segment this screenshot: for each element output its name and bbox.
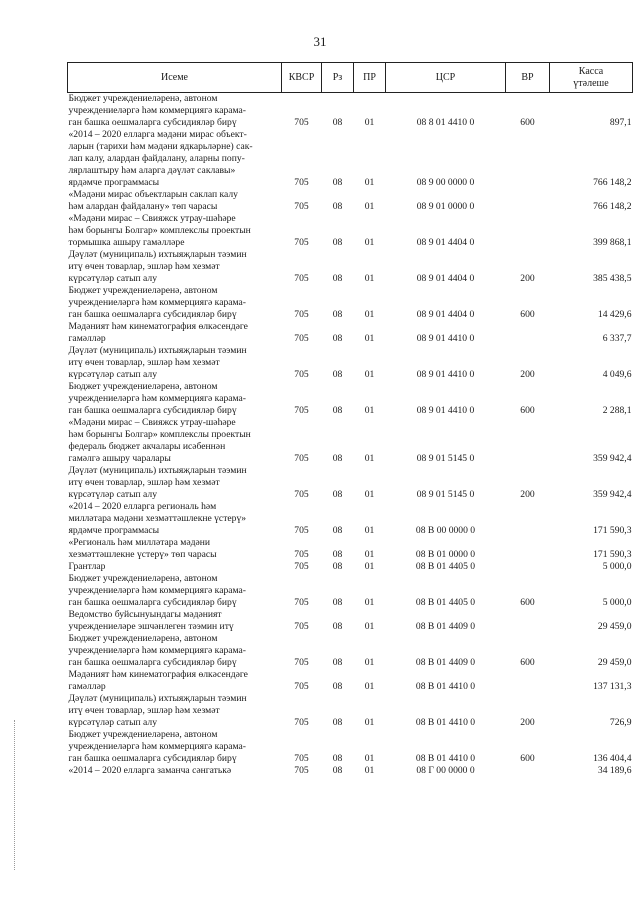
header-rz: Рз <box>322 63 354 93</box>
row-name-line: Бюджет учреждениеләренә, автоном <box>68 93 218 104</box>
row-kvsr: 705 <box>294 405 309 416</box>
table-row <box>68 213 633 249</box>
row-name-line: «2014 – 2020 елларга региональ һәм <box>68 501 217 512</box>
row-kvsr: 705 <box>294 177 309 188</box>
row-name <box>68 129 282 189</box>
row-name <box>68 249 282 285</box>
scan-edge-mark <box>14 720 18 870</box>
row-kvsr: 705 <box>294 453 309 464</box>
row-rz: 08 <box>332 753 343 764</box>
row-csr: 08 В 01 0000 0 <box>415 549 476 560</box>
row-kvsr: 705 <box>294 597 309 608</box>
row-name <box>68 573 282 609</box>
row-pr: 01 <box>364 333 375 344</box>
row-name-line: ган башка оешмаларга субсидияләр бирү <box>68 117 237 128</box>
row-name <box>68 633 282 669</box>
table-row <box>68 537 633 561</box>
row-pr: 01 <box>364 753 375 764</box>
row-name-line: федераль бюджет акчалары исәбеннән <box>68 441 226 452</box>
row-csr: 08 9 01 4404 0 <box>416 309 475 320</box>
row-kvsr: 705 <box>294 201 309 212</box>
row-pr: 01 <box>364 489 375 500</box>
row-name <box>68 189 282 213</box>
table-row <box>68 381 633 417</box>
row-name-line: хезмәттәшлекне үстерү» төп чарасы <box>68 549 217 560</box>
row-amount: 399 868,1 <box>593 237 632 248</box>
table-row <box>68 285 633 321</box>
row-pr: 01 <box>364 405 375 416</box>
row-name-line: Бюджет учреждениеләренә, автоном <box>68 285 218 296</box>
table-row <box>68 189 633 213</box>
row-name <box>68 465 282 501</box>
table-row <box>68 249 633 285</box>
row-amount: 766 148,2 <box>593 177 632 188</box>
row-vr <box>506 537 550 561</box>
row-pr: 01 <box>364 681 375 692</box>
row-name <box>68 501 282 537</box>
row-amount: 2 288,1 <box>602 405 632 416</box>
row-name-line: «Мәдәни мирас – Свияжск утрау-шәһәре <box>68 213 236 224</box>
row-name-line: Мәдәният һәм кинематография өлкәсендәге <box>68 669 248 680</box>
row-name <box>68 321 282 345</box>
row-pr: 01 <box>364 273 375 284</box>
row-amount: 5 000,0 <box>602 597 632 608</box>
row-csr: 08 9 01 4410 0 <box>416 333 475 344</box>
row-rz: 08 <box>332 657 343 668</box>
row-kvsr: 705 <box>294 717 309 728</box>
row-name <box>68 537 282 561</box>
row-vr: 600 <box>520 597 535 608</box>
row-name-line: Дәүләт (муниципаль) ихтыяҗларын тәэмин <box>68 345 247 356</box>
table-row <box>68 417 633 465</box>
row-rz: 08 <box>332 201 343 212</box>
table-row <box>68 573 633 609</box>
header-kassa-line2: үтәлеше <box>573 78 609 89</box>
row-csr: 08 В 00 0000 0 <box>415 525 476 536</box>
row-kvsr: 705 <box>294 561 309 572</box>
row-vr <box>506 213 550 249</box>
row-rz: 08 <box>332 237 343 248</box>
row-rz: 08 <box>332 489 343 500</box>
row-pr: 01 <box>364 201 375 212</box>
row-csr: 08 9 01 4404 0 <box>416 273 475 284</box>
row-pr: 01 <box>364 237 375 248</box>
row-csr: 08 В 01 4409 0 <box>415 621 476 632</box>
row-csr: 08 Г 00 0000 0 <box>416 765 475 776</box>
row-amount: 4 049,6 <box>602 369 632 380</box>
row-rz: 08 <box>332 717 343 728</box>
row-name-line: ярдәмче программасы <box>68 525 160 536</box>
row-name <box>68 765 282 777</box>
row-rz: 08 <box>332 525 343 536</box>
row-kvsr: 705 <box>294 765 309 776</box>
row-name-line: учреждениеләргә һәм коммерциягә карама- <box>68 105 246 116</box>
row-name-line: Дәүләт (муниципаль) ихтыяҗларын тәэмин <box>68 465 247 476</box>
row-rz: 08 <box>332 309 343 320</box>
row-name-line: Дәүләт (муниципаль) ихтыяҗларын тәэмин <box>68 693 247 704</box>
row-vr <box>506 129 550 189</box>
row-pr: 01 <box>364 657 375 668</box>
row-name-line: ган башка оешмаларга субсидияләр бирү <box>68 405 237 416</box>
row-name <box>68 693 282 729</box>
row-name-line: итү өчен товарлар, эшләр һәм хезмәт <box>68 357 220 368</box>
row-rz: 08 <box>332 453 343 464</box>
row-name <box>68 93 282 130</box>
row-name-line: ган башка оешмаларга субсидияләр бирү <box>68 657 237 668</box>
row-name-line: итү өчен товарлар, эшләр һәм хезмәт <box>68 705 220 716</box>
row-amount: 137 131,3 <box>593 681 632 692</box>
row-rz: 08 <box>332 405 343 416</box>
table-body <box>68 93 633 778</box>
table-row <box>68 93 633 130</box>
row-pr: 01 <box>364 549 375 560</box>
table-row <box>68 669 633 693</box>
table-row <box>68 561 633 573</box>
row-name-line: һәм алардан файдалану» төп чарасы <box>68 201 218 212</box>
row-name-line: «Мәдәни мирас объектларын саклап калу <box>68 189 238 200</box>
row-name <box>68 561 282 573</box>
header-kassa <box>550 63 633 93</box>
table-row <box>68 609 633 633</box>
table-row <box>68 345 633 381</box>
row-rz: 08 <box>332 333 343 344</box>
row-name-line: «2014 – 2020 елларга заманча сәнгатькә <box>68 765 232 776</box>
row-kvsr: 705 <box>294 657 309 668</box>
row-pr: 01 <box>364 621 375 632</box>
table-row <box>68 129 633 189</box>
row-vr: 600 <box>520 309 535 320</box>
row-vr: 600 <box>520 753 535 764</box>
row-name-line: ган башка оешмаларга субсидияләр бирү <box>68 753 237 764</box>
row-rz: 08 <box>332 177 343 188</box>
row-name-line: Ведомство буйсынуындагы мәдәният <box>68 609 222 620</box>
header-kassa-line1: Касса <box>578 66 604 77</box>
row-pr: 01 <box>364 453 375 464</box>
row-kvsr: 705 <box>294 117 309 128</box>
header-vr: ВР <box>506 63 550 93</box>
row-csr: 08 В 01 4410 0 <box>415 681 476 692</box>
row-rz: 08 <box>332 681 343 692</box>
row-name-line: гамәлләр <box>68 333 106 344</box>
row-amount: 6 337,7 <box>602 333 632 344</box>
row-name-line: Бюджет учреждениеләренә, автоном <box>68 381 218 392</box>
row-amount: 171 590,3 <box>593 549 632 560</box>
row-name-line: «2014 – 2020 елларга мәдәни мирас объект- <box>68 129 247 140</box>
row-name-line: учреждениеләргә һәм коммерциягә карама- <box>68 393 246 404</box>
table-row <box>68 633 633 669</box>
row-name-line: һәм борынгы Болгар» комплекслы проектын <box>68 429 251 440</box>
row-name-line: ган башка оешмаларга субсидияләр бирү <box>68 309 237 320</box>
row-pr: 01 <box>364 525 375 536</box>
row-rz: 08 <box>332 597 343 608</box>
row-vr: 600 <box>520 117 535 128</box>
row-vr: 200 <box>520 273 535 284</box>
row-name-line: күрсәтүләр сатып алу <box>68 273 157 284</box>
table-row <box>68 465 633 501</box>
row-name <box>68 285 282 321</box>
row-vr <box>506 189 550 213</box>
table-row <box>68 729 633 765</box>
header-pr: ПР <box>354 63 386 93</box>
row-name-line: ярдәмче программасы <box>68 177 160 188</box>
row-rz: 08 <box>332 561 343 572</box>
row-vr: 200 <box>520 717 535 728</box>
row-amount: 29 459,0 <box>597 657 632 668</box>
row-pr: 01 <box>364 561 375 572</box>
row-amount: 29 459,0 <box>597 621 632 632</box>
row-amount: 359 942,4 <box>593 489 632 500</box>
row-amount: 136 404,4 <box>593 753 632 764</box>
row-csr: 08 9 01 4410 0 <box>416 369 475 380</box>
row-name-line: Дәүләт (муниципаль) ихтыяҗларын тәэмин <box>68 249 247 260</box>
row-csr: 08 В 01 4410 0 <box>415 717 476 728</box>
row-pr: 01 <box>364 177 375 188</box>
row-csr: 08 9 01 4410 0 <box>416 405 475 416</box>
row-rz: 08 <box>332 273 343 284</box>
row-vr <box>506 321 550 345</box>
row-vr: 600 <box>520 657 535 668</box>
row-csr: 08 9 01 5145 0 <box>416 453 475 464</box>
row-csr: 08 В 01 4405 0 <box>415 597 476 608</box>
header-kvsr: КВСР <box>282 63 322 93</box>
row-vr: 200 <box>520 489 535 500</box>
row-kvsr: 705 <box>294 237 309 248</box>
row-name <box>68 417 282 465</box>
row-name-line: учреждениеләргә һәм коммерциягә карама- <box>68 585 246 596</box>
row-kvsr: 705 <box>294 309 309 320</box>
row-vr <box>506 501 550 537</box>
row-name-line: Грантлар <box>68 561 106 572</box>
page-number: 31 <box>313 34 327 49</box>
row-csr: 08 В 01 4410 0 <box>415 753 476 764</box>
row-rz: 08 <box>332 549 343 560</box>
row-rz: 08 <box>332 369 343 380</box>
row-name-line: Мәдәният һәм кинематография өлкәсендәге <box>68 321 248 332</box>
row-csr: 08 8 01 4410 0 <box>416 117 475 128</box>
row-name-line: гамәлгә ашыру чаралары <box>68 453 171 464</box>
row-name-line: «Мәдәни мирас – Свияжск утрау-шәһәре <box>68 417 236 428</box>
row-csr: 08 В 01 4409 0 <box>415 657 476 668</box>
row-amount: 897,1 <box>609 117 632 128</box>
row-rz: 08 <box>332 621 343 632</box>
row-pr: 01 <box>364 369 375 380</box>
row-kvsr: 705 <box>294 621 309 632</box>
row-name-line: тормышка ашыру гамәлләре <box>68 237 185 248</box>
row-name-line: лап калу, алардан файдалану, аларны попу- <box>68 153 245 164</box>
row-name-line: итү өчен товарлар, эшләр һәм хезмәт <box>68 261 220 272</box>
row-name-line: ларын (тарихи һәм мәдәни ядкарьләрне) сак- <box>68 141 253 152</box>
row-vr <box>506 609 550 633</box>
row-name <box>68 729 282 765</box>
row-name <box>68 609 282 633</box>
table-header-row <box>68 63 633 93</box>
row-kvsr: 705 <box>294 525 309 536</box>
row-name-line: күрсәтүләр сатып алу <box>68 369 157 380</box>
row-name-line: милләтара мәдәни хезмәттәшлекне үстерү» <box>68 513 247 524</box>
row-csr: 08 9 00 0000 0 <box>416 177 475 188</box>
row-vr: 200 <box>520 369 535 380</box>
row-name-line: «Региональ һәм милләтара мәдәни <box>68 537 210 548</box>
row-pr: 01 <box>364 597 375 608</box>
row-name-line: һәм борынгы Болгар» комплекслы проектын <box>68 225 251 236</box>
row-amount: 171 590,3 <box>593 525 632 536</box>
row-vr <box>506 669 550 693</box>
row-kvsr: 705 <box>294 489 309 500</box>
row-name-line: итү өчен товарлар, эшләр һәм хезмәт <box>68 477 220 488</box>
row-csr: 08 9 01 5145 0 <box>416 489 475 500</box>
row-name-line: учреждениеләргә һәм коммерциягә карама- <box>68 741 246 752</box>
header-csr: ЦСР <box>386 63 506 93</box>
row-vr <box>506 561 550 573</box>
row-name <box>68 669 282 693</box>
row-amount: 14 429,6 <box>597 309 632 320</box>
row-csr: 08 9 01 4404 0 <box>416 237 475 248</box>
row-amount: 5 000,0 <box>602 561 632 572</box>
row-name-line: Бюджет учреждениеләренә, автоном <box>68 633 218 644</box>
row-name <box>68 381 282 417</box>
row-rz: 08 <box>332 765 343 776</box>
row-amount: 34 189,6 <box>597 765 632 776</box>
row-kvsr: 705 <box>294 273 309 284</box>
row-name-line: учреждениеләре эшчәнлеген тәэмин итү <box>68 621 234 632</box>
header-name: Исеме <box>68 63 282 93</box>
row-name-line: гамәлләр <box>68 681 106 692</box>
table-row <box>68 501 633 537</box>
row-vr <box>506 765 550 777</box>
row-pr: 01 <box>364 117 375 128</box>
row-kvsr: 705 <box>294 369 309 380</box>
row-pr: 01 <box>364 765 375 776</box>
budget-table <box>67 62 633 777</box>
row-amount: 766 148,2 <box>593 201 632 212</box>
row-rz: 08 <box>332 117 343 128</box>
row-pr: 01 <box>364 309 375 320</box>
row-name-line: Бюджет учреждениеләренә, автоном <box>68 729 218 740</box>
row-name <box>68 345 282 381</box>
row-amount: 359 942,4 <box>593 453 632 464</box>
row-name-line: Бюджет учреждениеләренә, автоном <box>68 573 218 584</box>
row-csr: 08 9 01 0000 0 <box>416 201 475 212</box>
row-name-line: учреждениеләргә һәм коммерциягә карама- <box>68 645 246 656</box>
row-vr <box>506 417 550 465</box>
row-name-line: күрсәтүләр сатып алу <box>68 489 157 500</box>
row-name <box>68 213 282 249</box>
table-row <box>68 321 633 345</box>
row-amount: 385 438,5 <box>593 273 632 284</box>
table-row <box>68 693 633 729</box>
row-amount: 726,9 <box>609 717 632 728</box>
row-kvsr: 705 <box>294 549 309 560</box>
row-csr: 08 В 01 4405 0 <box>415 561 476 572</box>
row-name-line: учреждениеләргә һәм коммерциягә карама- <box>68 297 246 308</box>
table-row <box>68 765 633 777</box>
row-kvsr: 705 <box>294 333 309 344</box>
row-kvsr: 705 <box>294 753 309 764</box>
row-name-line: лярлаштыру һәм аларга дәүләт саклавы» <box>68 165 236 176</box>
row-name-line: күрсәтүләр сатып алу <box>68 717 157 728</box>
row-pr: 01 <box>364 717 375 728</box>
row-vr: 600 <box>520 405 535 416</box>
row-name-line: ган башка оешмаларга субсидияләр бирү <box>68 597 237 608</box>
row-kvsr: 705 <box>294 681 309 692</box>
